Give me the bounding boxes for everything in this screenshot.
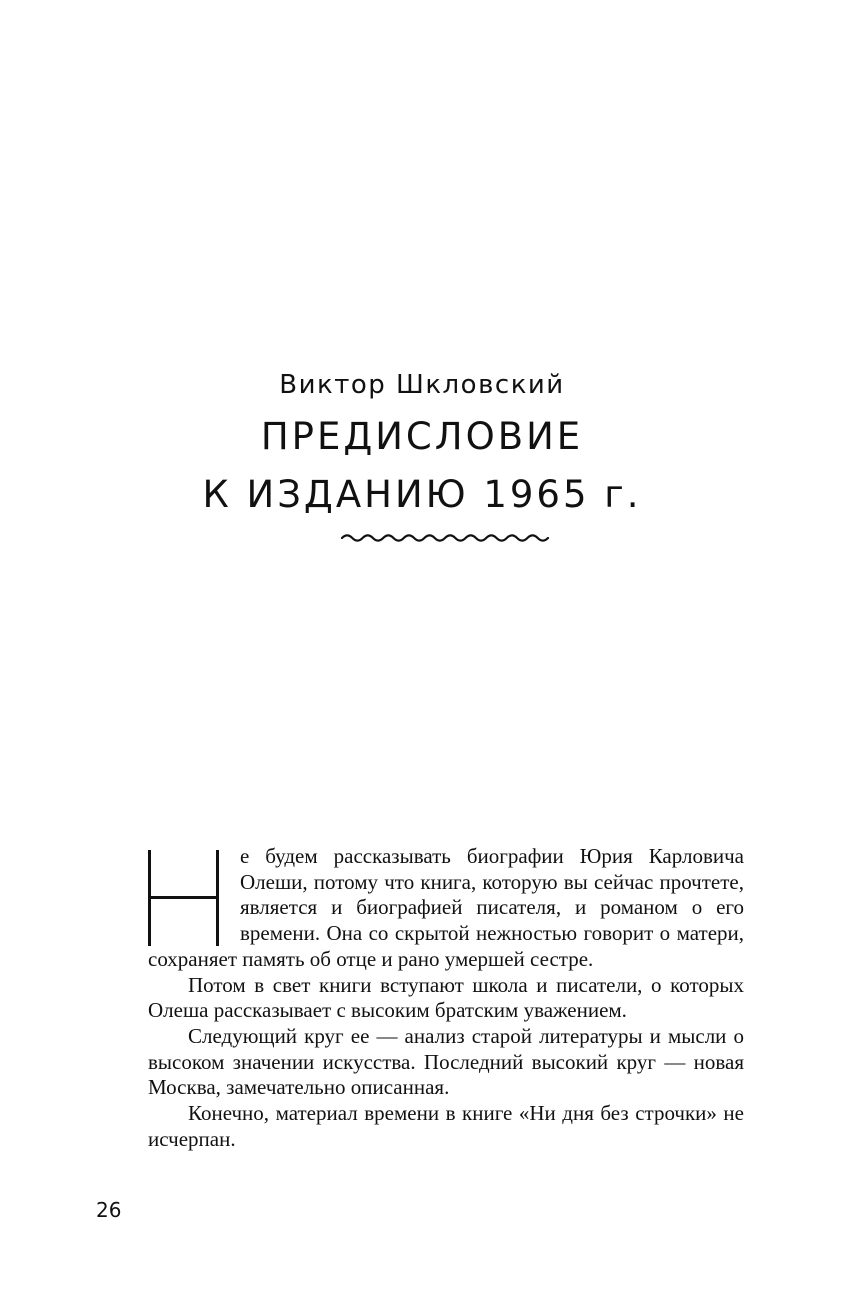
paragraph-1: е будем рассказывать биографии Юрия Карловича Олеши, потому что книга, которую вы сейчас прочтете, является и биографией писателя, и романом о его времени. Она со скрытой нежностью говорит о матери, сохраняет память об отце и рано умершей сестре. <box>148 844 744 971</box>
chapter-author: Виктор Шкловский <box>279 370 565 400</box>
chapter-title-line-2: К ИЗДАНИЮ 1965 г. <box>202 473 642 516</box>
page-number: 26 <box>96 1198 122 1222</box>
chapter-body <box>148 844 744 1152</box>
drop-cap <box>148 850 222 946</box>
wavy-line-ornament-icon <box>340 530 550 546</box>
drop-cap-glyph-icon <box>148 850 222 946</box>
paragraph-2: Потом в свет книги вступают школа и писатели, о которых Олеша рассказывает с высоким братским уважением. <box>148 972 744 1023</box>
paragraph-4: Конечно, материал времени в книге «Ни дня без строчки» не исчерпан. <box>148 1101 744 1151</box>
paragraph-3: Следующий круг ее — анализ старой литературы и мысли о высоком значении искусства. Последний высокий круг — новая Москва, замечательно описанная. <box>148 1023 744 1100</box>
chapter-title-line-1: ПРЕДИСЛОВИЕ <box>260 415 584 458</box>
chapter-title <box>0 408 844 524</box>
